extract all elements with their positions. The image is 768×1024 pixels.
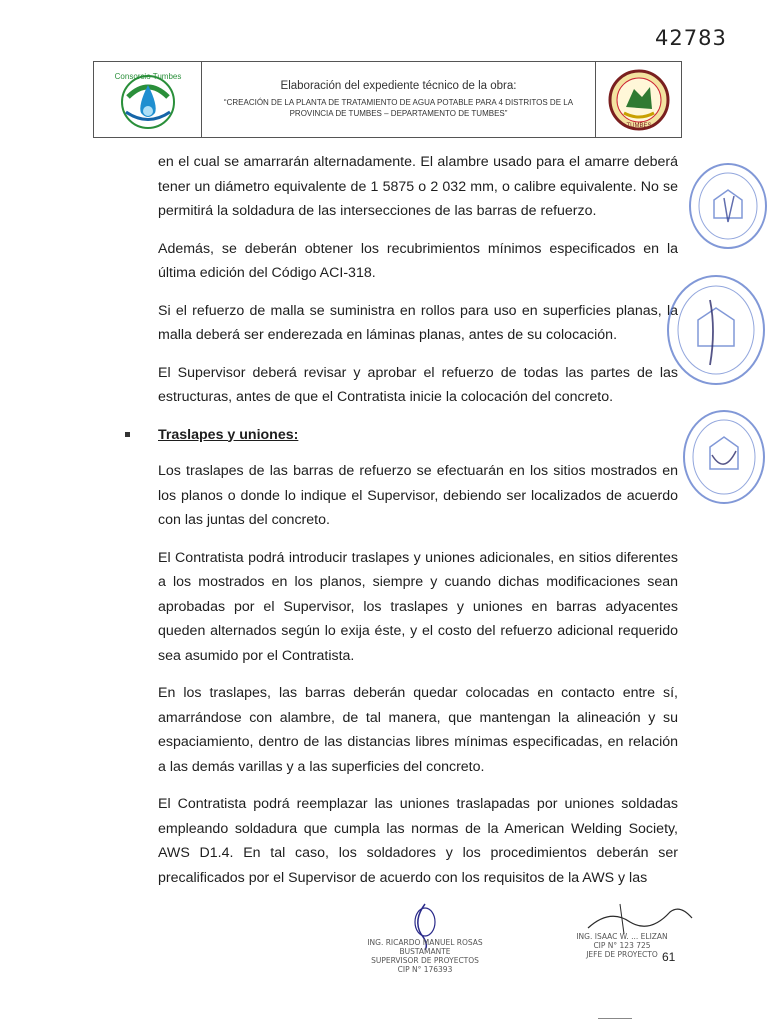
- header-subtitle: “CREACIÓN DE LA PLANTA DE TRATAMIENTO DE AGUA POTABLE PARA 4 DISTRITOS DE LA PROVINCIA DE TUMBES – DEPARTAMENTO DE TUMBES”: [223, 98, 574, 118]
- official-seal-icon: [684, 160, 768, 252]
- paragraph: Si el refuerzo de malla se suministra en rollos para uso en superficies planas, la malla deberá ser enderezada en láminas planas, antes de su colocación.: [158, 302, 678, 343]
- right-signer-cip: CIP N° 123 725: [593, 941, 651, 950]
- paragraph: Los traslapes de las barras de refuerzo se efectuarán en los sitios mostrados en los planos o donde lo indique el Supervisor, debiendo ser localizados de acuerdo con las juntas del concreto.: [158, 463, 678, 528]
- svg-text:Consorcio Tumbes: Consorcio Tumbes: [114, 71, 181, 81]
- left-signer-cip: CIP N° 176393: [397, 965, 453, 974]
- right-signer-name: ING. ISAAC W. ... ELIZAN: [576, 932, 668, 941]
- paragraph: Además, se deberán obtener los recubrimientos mínimos especificados en la última edición del Código ACI-318.: [158, 240, 678, 281]
- document-body: [158, 150, 678, 903]
- left-signer-name: ING. RICARDO MANUEL ROSAS BUSTAMANTE: [367, 938, 483, 956]
- paragraph: En los traslapes, las barras deberán quedar colocadas en contacto entre sí, amarrándose con alambre, de tal manera, que mantengan la alineación y su espaciamiento, dentro de las distancias libres mínimas especificadas, en relación a las demás varillas y a las superficies del concreto.: [158, 685, 678, 775]
- paragraph: El Contratista podrá reemplazar las uniones traslapadas por uniones soldadas empleando soldadura que cumpla las normas de la American Welding Society, AWS D1.4. En tal caso, los soldadores y los procedimientos deberán ser precalificados por el Supervisor de acuerdo con los requisitos de la AWS y las: [158, 796, 678, 886]
- divider: [598, 1018, 632, 1019]
- tumbes-logo: [596, 62, 681, 137]
- consortium-logo: [94, 62, 202, 137]
- header-title: Elaboración del expediente técnico de la obra:: [280, 80, 517, 92]
- bullet-icon: [125, 432, 130, 437]
- right-signer-role: JEFE DE PROYECTO: [586, 950, 658, 959]
- page-number: 61: [662, 950, 676, 964]
- left-signer-role: SUPERVISOR DE PROYECTOS: [371, 956, 479, 965]
- left-signature-block: [355, 938, 495, 974]
- subheading-text: Traslapes y uniones:: [158, 426, 299, 443]
- svg-text:TUMBES: TUMBES: [625, 122, 652, 129]
- paragraph: El Supervisor deberá revisar y aprobar el refuerzo de todas las partes de las estructuras, antes de que el Contratista inicie la colocación del concreto.: [158, 364, 678, 405]
- section-subheading: [158, 423, 678, 448]
- official-seal-icon: [660, 270, 768, 390]
- official-seal-icon: [676, 405, 768, 509]
- signature-icon: [580, 900, 700, 936]
- header-text-cell: [202, 62, 596, 137]
- document-stamp-number: 42783: [655, 26, 727, 50]
- document-header: [93, 61, 682, 138]
- paragraph: en el cual se amarrarán alternadamente. El alambre usado para el amarre deberá tener un diámetro equivalente de 1 5875 o 2 032 mm, o calibre equivalente. No se permitirá la soldadura de las intersecciones de las barras de refuerzo.: [158, 154, 678, 219]
- paragraph: El Contratista podrá introducir traslapes y uniones adicionales, en sitios diferentes a los mostrados en los planos, siempre y cuando dichas modificaciones sean aprobadas por el Supervisor, los traslapes y uniones en barras adyacentes queden alternados según lo exija éste, y el costo del refuerzo adicional requerido sea asumido por el Contratista.: [158, 549, 678, 664]
